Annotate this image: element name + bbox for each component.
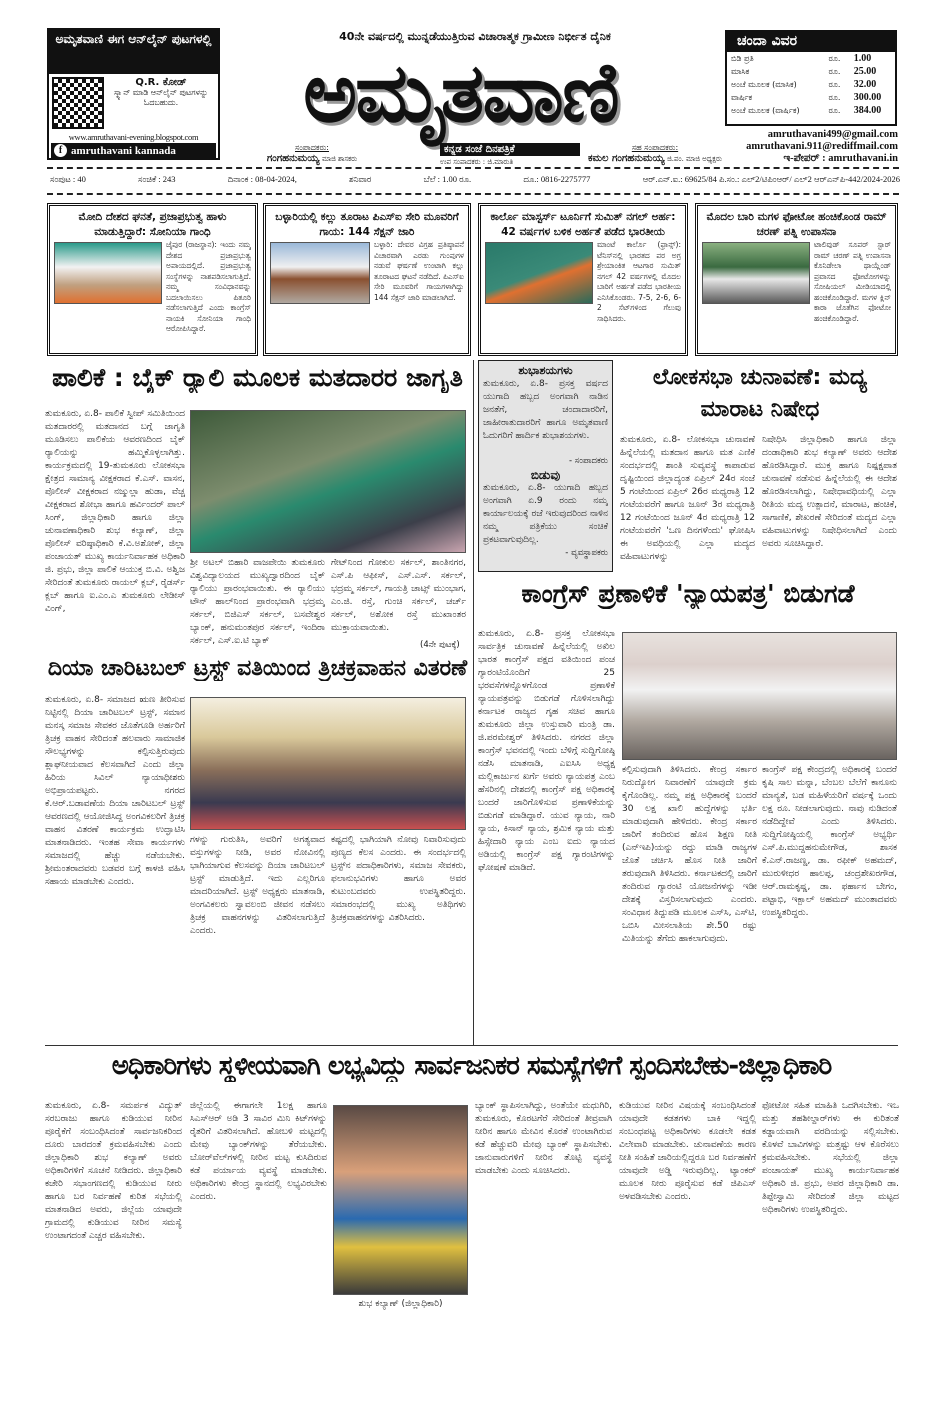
assoc-editor: ಉಪ ಸಂಪಾದಕರು : ಜಿ.ಮಾರುತಿ — [440, 158, 514, 166]
price: ಬೆಲೆ : 1.00 ರೂ. — [423, 174, 472, 184]
top-news-box — [263, 203, 471, 356]
qr-heading: Q.R. ಕೋಡ್ — [135, 77, 187, 88]
sub-amount: 25.00 — [853, 66, 877, 77]
email-2[interactable]: amruthavani.911@rediffmail.com — [746, 141, 898, 152]
bike-rally-col1: ತುಮಕೂರು, ಏ.8- ಪಾಲಿಕೆ ಸ್ವೀಪ್ ಸಮಿತಿಯಿಂದ ಮತದಾರರಲ್ಲಿ ಮತದಾನದ ಬಗ್ಗೆ ಜಾಗೃತಿ ಮೂಡಿಸಲು ಪಾಲಿಕೆಯ ಆವರಣದಿಂದ ಬೈಕ್ ರ್‍ಯಾಲಿಯನ್ನು ಹಮ್ಮಿಕೊಳ್ಳಲಾಗಿತ್ತು. ಕಾರ್ಯಕ್ರಮದಲ್ಲಿ 19-ತುಮಕೂರು ಲೋಕಸಭಾ ಕ್ಷೇತ್ರದ ಸಾಮಾನ್ಯ ವೀಕ್ಷಕರಾದ ಕೆ.ಎಸ್. ವಾಸನ, ಪೊಲೀಸ್ ವೀಕ್ಷಕರಾದ ನಜ್ಮುಲ್ಲಾ ಹುಡಾ, ವೆಚ್ಚ ವೀಕ್ಷಕರಾದ ಶೋಭಾ ಹಾಗೂ ಹರ್ವಿಂದರ್ ಪಾಲ್ ಸಿಂಗ್, ಜಿಲ್ಲಾಧಿಕಾರಿ ಹಾಗೂ ಜಿಲ್ಲಾ ಚುನಾವಣಾಧಿಕಾರಿ ಶುಭ ಕಲ್ಯಾಣ್, ಜಿಲ್ಲಾ ಪೊಲೀಸ್ ವರಿಷ್ಠಾಧಿಕಾರಿ ಕೆ.ವಿ.ಅಶೋಕ್, ಜಿಲ್ಲಾ ಪಂಚಾಯತ್ ಮುಖ್ಯ ಕಾರ್ಯನಿರ್ವಾಹಕ ಅಧಿಕಾರಿ ಜಿ. ಪ್ರಭು, ಜಿಲ್ಲಾ ಪಾಲಿಕೆ ಆಯುಕ್ತ ಬಿ.ವಿ. ಅಶ್ವಿಜ ಸೇರಿದಂತೆ ತುಮಕೂರು ರಾಯಲ್ ಕ್ಲಬ್, ರೈಡರ್ಸ್ ಕ್ಲಬ್ ಹಾಗೂ ಐ.ಎಂ.ಎ ತುಮಕೂರು ಲೇಡೀಸ್ ವಿಂಗ್, — [45, 409, 185, 614]
diya-trust-col2: ಗಳನ್ನು ಗುರುತಿಸಿ, ಅವರಿಗೆ ಅಗತ್ಯವಾದ ವಸ್ತುಗಳನ್ನು ನೀಡಿ, ಅವರ ನೋವಿನಲ್ಲಿ ಭಾಗಿಯಾಗುವ ಕೆಲಸವನ್ನು ದಿಯಾ ಚಾರಿಟಬಲ್ ಟ್ರಸ್ಟ್ ಮಾಡುತ್ತಿದೆ. ಇದು ಎಲ್ಲರಿಗೂ ಮಾದರಿಯಾಗಿದೆ. ಟ್ರಸ್ಟ್ ಅಧ್ಯಕ್ಷರು ಮಾತನಾಡಿ, ಅಂಗವಿಕಲರು ಸ್ವಾವಲಂಬಿ ಜೀವನ ನಡೆಸಲು ತ್ರಿಚಕ್ರ ವಾಹನಗಳನ್ನು ವಿತರಿಸಲಾಗುತ್ತಿದೆ ಎಂದರು. — [190, 835, 325, 936]
greetings-sign: - ಸಂಪಾದಕರು — [568, 455, 608, 466]
dc-col4: ಕುಡಿಯುವ ನೀರಿನ ವಿಷಯಕ್ಕೆ ಸಂಬಂಧಿಸಿದಂತೆ ಯಾವುದೇ ಕಡತಗಳು ಬಾಕಿ ಇದ್ದಲ್ಲಿ ಸಂಬಂಧಪಟ್ಟ ಅಧಿಕಾರಿಗಳು ಕೂಡಲೇ ಕಡತ ವಿಲೇವಾರಿ ಮಾಡಬೇಕು. ಚುನಾವಣೆಯ ಕಾರಣ ನೀತಿ ಸಂಹಿತೆ ಜಾರಿಯಲ್ಲಿದ್ದರೂ ಬರ ನಿರ್ವಹಣೆಗೆ ಯಾವುದೇ ಅಡ್ಡಿ ಇರುವುದಿಲ್ಲ. ಟ್ಯಾಂಕರ್ ಮೂಲಕ ನೀರು ಪೂರೈಸುವ ಕಡೆ ಜಿಪಿಎಸ್ ಅಳವಡಿಸಬೇಕು ಎಂದರು. — [619, 1101, 756, 1202]
top-news-body: ಬಳ್ಳಾರಿ: ದೇವರ ವಿಗ್ರಹ ಪ್ರತಿಷ್ಠಾಪನೆ ವಿಚಾರವಾಗಿ ಎರಡು ಗುಂಪುಗಳ ನಡುವೆ ಘರ್ಷಣೆ ಉಂಟಾಗಿ ಕಲ್ಲು ತೂರಾಟದ ಘಟನೆ ನಡೆದಿದೆ. ಪಿಎಸ್‌ಐ ಸೇರಿ ಮೂವರಿಗೆ ಗಾಯಗಳಾಗಿದ್ದು 144 ಸೆಕ್ಷನ್ ಜಾರಿ ಮಾಡಲಾಗಿದೆ. — [374, 240, 464, 302]
co-editor-name: ಕಮಲ ಗಂಗಹನುಮಯ್ಯ — [588, 153, 665, 164]
notice-box — [478, 360, 613, 572]
co-editor-note: ಜಿ.ಪಂ. ಮಾಜಿ ಅಧ್ಯಕ್ಷರು — [667, 155, 722, 163]
top-news-body: ಟಾಲಿವುಡ್ ಸೂಪರ್ ಸ್ಟಾರ್ ರಾಮ್ ಚರಣ್ ಪತ್ನಿ ಉಪಾಸನಾ ಕೊನಿಡೇಲಾ ಥಾಯ್ಲೆಂಡ್ ಪ್ರವಾಸದ ಫೋಟೋಗಳನ್ನು ಸೋಷಿಯಲ್ ಮೀಡಿಯಾದಲ್ಲಿ ಹಂಚಿಕೊಂಡಿದ್ದಾರೆ. ಮಗಳ ಕ್ಲಿನ್ ಕಾರಾ ಜೊತೆಗಿನ ಫೋಟೋ ಹಂಚಿಕೊಂಡಿದ್ದಾರೆ. — [814, 240, 891, 323]
dc-col3: ಬ್ಯಾಂಕ್ ಸ್ಥಾಪಿಸಲಾಗಿದ್ದು, ಅಂತೆಯೇ ಮಧುಗಿರಿ, ತುಮಕೂರು, ಕೊರಟಗೆರೆ ಸೇರಿದಂತೆ ತೀವ್ರವಾಗಿ ನೀರಿನ ಹಾಗೂ ಮೇವಿನ ಕೊರತೆ ಉಂಟಾಗಿರುವ ಕಡೆ ಹೆಚ್ಚುವರಿ ಮೇವು ಬ್ಯಾಂಕ್ ಸ್ಥಾಪಿಸಬೇಕು. ಜಾನುವಾರುಗಳಿಗೆ ನೀರಿನ ತೊಟ್ಟಿ ವ್ಯವಸ್ಥೆ ಮಾಡಬೇಕು ಎಂದು ಸೂಚಿಸಿದರು. — [475, 1101, 612, 1176]
qr-text: ಸ್ಕ್ಯಾನ್ ಮಾಡಿ ಆನ್‌ಲೈನ್ ಪುಟಗಳನ್ನು ಓದಬಹುದು. — [113, 88, 209, 107]
divider — [47, 193, 899, 195]
divider — [45, 1045, 898, 1046]
congress-col2: ಕಲ್ಪಿಸುವುದಾಗಿ ತಿಳಿಸಿದರು. ಕೇಂದ್ರ ಸರ್ಕಾರ ನಿರುದ್ಯೋಗ ನಿವಾರಣೆಗೆ ಯಾವುದೇ ಕ್ರಮ ಕೈಗೊಂಡಿಲ್ಲ. ನಮ್ಮ ಪಕ್ಷ ಅಧಿಕಾರಕ್ಕೆ ಬಂದರೆ 30 ಲಕ್ಷ ಖಾಲಿ ಹುದ್ದೆಗಳನ್ನು ಭರ್ತಿ ಮಾಡುವುದಾಗಿ ಹೇಳಿದರು. ಕೇಂದ್ರ ಸರ್ಕಾರ ಜಾರಿಗೆ ತಂದಿರುವ ಹೊಸ ಶಿಕ್ಷಣ ನೀತಿ (ಎನ್‌ಇಪಿ)ಯನ್ನು ರದ್ದು ಮಾಡಿ ರಾಜ್ಯಗಳ ಜೊತೆ ಚರ್ಚಿಸಿ ಹೊಸ ನೀತಿ ಜಾರಿಗೆ ತರುವುದಾಗಿ ತಿಳಿಸಿದರು. ಕರ್ನಾಟಕದಲ್ಲಿ ಜಾರಿಗೆ ತಂದಿರುವ ಗ್ಯಾರಂಟಿ ಯೋಜನೆಗಳನ್ನು ಇಡೀ ದೇಶಕ್ಕೆ ವಿಸ್ತರಿಸಲಾಗುವುದು ಎಂದರು. ಸಂವಿಧಾನ ತಿದ್ದುಪಡಿ ಮೂಲಕ ಎಸ್‌ಸಿ, ಎಸ್‌ಟಿ, ಒಬಿಸಿ ಮೀಸಲಾತಿಯ ಶೇ.50 ರಷ್ಟು ಮಿತಿಯನ್ನು ತೆಗೆದು ಹಾಕಲಾಗುವುದು. — [622, 765, 757, 944]
top-news-headline: ಮೋದಿ ದೇಶದ ಘನತೆ, ಪ್ರಜಾಪ್ರಭುತ್ವ ಹಾಳು ಮಾಡುತ್ತಿದ್ದಾರೆ: ಸೋನಿಯಾ ಗಾಂಧಿ — [78, 211, 227, 238]
editor-name: ಗಂಗಹನುಮಯ್ಯ — [266, 153, 320, 164]
bike-rally-photo — [190, 410, 466, 553]
bike-rally-col3: ಗೇಟ್‌ನಿಂದ ಗೋಕುಲ ಸರ್ಕಲ್, ಶಾಂತಿನಗರ, ಎಸ್.ಪಿ ಆಫೀಸ್, ಎಸ್.ಎಸ್. ಸರ್ಕಲ್, ಭದ್ರಮ್ಮ ಸರ್ಕಲ್, ಗಾಯತ್ರಿ ಚಾಟ್ಸ್ ಮುಂಭಾಗ, ಎಂ.ಜಿ. ರಸ್ತೆ, ಗುಂಚಿ ಸರ್ಕಲ್, ಚರ್ಚ್ ಸರ್ಕಲ್, ಅಶೋಕ ರಸ್ತೆ ಮುಖಾಂತರ ಮುಕ್ತಾಯವಾಯಿತು. — [331, 558, 466, 633]
diya-trust-col3: ಕಷ್ಟದಲ್ಲಿ ಭಾಗಿಯಾಗಿ ನೋವು ನಿವಾರಿಸುವುದು ಪುಣ್ಯದ ಕೆಲಸ ಎಂದರು. ಈ ಸಂದರ್ಭದಲ್ಲಿ ಟ್ರಸ್ಟ್‌ನ ಪದಾಧಿಕಾರಿಗಳು, ಸಮಾಜ ಸೇವಕರು, ಫಲಾನುಭವಿಗಳು ಹಾಗೂ ಅವರ ಕುಟುಂಬದವರು ಉಪಸ್ಥಿತರಿದ್ದರು. ಸಮಾರಂಭದಲ್ಲಿ ಮುಖ್ಯ ಅತಿಥಿಗಳು ತ್ರಿಚಕ್ರವಾಹನಗಳನ್ನು ವಿತರಿಸಿದರು. — [331, 835, 466, 923]
phone: ದೂ.: 0816-2275777 — [523, 174, 591, 184]
sub-amount: 384.00 — [853, 105, 882, 116]
sub-currency: ರೂ. — [828, 92, 841, 102]
epaper-link[interactable]: ಇ-ಪೇಪರ್ : amruthavani.in — [783, 153, 898, 164]
sub-label: ಮಾಸಿಕ — [731, 66, 750, 76]
subscription-row — [727, 91, 895, 104]
dc-col5: ಫೋಟೋ ಸಹಿತ ಮಾಹಿತಿ ಒದಗಿಸಬೇಕು. ಇಒ ಮತ್ತು ತಹಶೀಲ್ದಾರ್‌ಗಳು ಈ ಕುರಿತಂತೆ ಕಡ್ಡಾಯವಾಗಿ ವರದಿಯನ್ನು ಸಲ್ಲಿಸಬೇಕು. ಕೊಳವೆ ಬಾವಿಗಳನ್ನು ಮತ್ತಷ್ಟು ಆಳ ಕೊರೆಸಲು ಕ್ರಮವಹಿಸಬೇಕು. ಸಭೆಯಲ್ಲಿ ಜಿಲ್ಲಾ ಪಂಚಾಯತ್ ಮುಖ್ಯ ಕಾರ್ಯನಿರ್ವಾಹಕ ಅಧಿಕಾರಿ ಜಿ. ಪ್ರಭು, ಅಪರ ಜಿಲ್ಲಾಧಿಕಾರಿ ಡಾ. ತಿಪ್ಪೇಸ್ವಾಮಿ ಸೇರಿದಂತೆ ಜಿಲ್ಲಾ ಮಟ್ಟದ ಅಧಿಕಾರಿಗಳು ಉಪಸ್ಥಿತರಿದ್ದರು. — [762, 1101, 899, 1215]
top-news-headline: ಮೊದಲ ಬಾರಿ ಮಗಳ ಫೋಟೋ ಹಂಚಿಕೊಂಡ ರಾಮ್ ಚರಣ್ ಪತ್ನಿ ಉಪಾಸನಾ — [706, 211, 887, 238]
continued-note[interactable]: (4ನೇ ಪುಟಕ್ಕೆ) — [420, 640, 460, 650]
liquor-ban-col2: ನಿಷೇಧಿಸಿ ಜಿಲ್ಲಾಧಿಕಾರಿ ಹಾಗೂ ಜಿಲ್ಲಾ ದಂಡಾಧಿಕಾರಿ ಶುಭ ಕಲ್ಯಾಣ್ ಅವರು ಆದೇಶ ಹೊರಡಿಸಿದ್ದಾರೆ. ಮುಕ್ತ ಹಾಗೂ ನಿಷ್ಪಕ್ಷಪಾತ ಚುನಾವಣೆ ನಡೆಸುವ ಹಿನ್ನೆಲೆಯಲ್ಲಿ ಈ ಆದೇಶ ಹೊರಡಿಸಲಾಗಿದ್ದು, ನಿಷೇಧಾವಧಿಯಲ್ಲಿ ಎಲ್ಲಾ ರೀತಿಯ ಮದ್ಯ ಉತ್ಪಾದನೆ, ಮಾರಾಟ, ಹಂಚಿಕೆ, ಸಾಗಾಣಿಕೆ, ಶೇಖರಣೆ ಸೇರಿದಂತೆ ಮದ್ಯದ ಎಲ್ಲಾ ವಹಿವಾಟುಗಳನ್ನು ನಿಷೇಧಿಸಲಾಗಿದೆ ಎಂದು ಅವರು ಸೂಚಿಸಿದ್ದಾರೆ. — [762, 435, 897, 549]
subscription-row — [727, 104, 895, 117]
diya-trust-headline: ದಿಯಾ ಚಾರಿಟಬಲ್ ಟ್ರಸ್ಟ್ ವತಿಯಿಂದ ತ್ರಿಚಕ್ರವಾಹನ ವಿತರಣೆ — [47, 656, 468, 681]
masthead-tagline: 40ನೇ ವರ್ಷದಲ್ಲಿ ಮುನ್ನಡೆಯುತ್ತಿರುವ ವಿಚಾರಾತ್ಮಕ ಗ್ರಾಮೀಣ ನಿರ್ಭೀತ ದೈನಿಕ — [339, 30, 611, 43]
facebook-name: amruthavani kannada — [71, 144, 176, 157]
top-news-body: ಜೈಪುರ (ರಾಜಸ್ಥಾನ): ಇಂದು ನಮ್ಮ ದೇಶದ ಪ್ರಜಾಪ್ರಭುತ್ವ ಅಪಾಯದಲ್ಲಿದೆ. ಪ್ರಜಾಪ್ರಭುತ್ವ ಸಂಸ್ಥೆಗಳನ್ನು ನಾಶಪಡಿಸಲಾಗುತ್ತಿದೆ. ನಮ್ಮ ಸಂವಿಧಾನವನ್ನು ಬದಲಾಯಿಸಲು ಪಿತೂರಿ ನಡೆಸಲಾಗುತ್ತಿದೆ ಎಂದು ಕಾಂಗ್ರೆಸ್ ನಾಯಕಿ ಸೋನಿಯಾ ಗಾಂಧಿ ಆರೋಪಿಸಿದ್ದಾರೆ. — [166, 240, 251, 333]
top-news-photo — [702, 242, 810, 304]
congress-col1: ತುಮಕೂರು, ಏ.8- ಪ್ರಸಕ್ತ ಲೋಕಸಭಾ ಸಾರ್ವತ್ರಿಕ ಚುನಾವಣೆ ಹಿನ್ನೆಲೆಯಲ್ಲಿ ಅಖಿಲ ಭಾರತ ಕಾಂಗ್ರೆಸ್ ಪಕ್ಷದ ವತಿಯಿಂದ ಪಂಚ ಗ್ಯಾರಂಟಿಯೊಂದಿಗೆ 25 ಭರವಸೆಗಳನ್ನೊಳಗೊಂಡ ಪ್ರಣಾಳಿಕೆ ನ್ಯಾಯಪತ್ರವನ್ನು ಬಿಡುಗಡೆ ಗೊಳಿಸಲಾಗಿದ್ದು ಕರ್ನಾಟಕ ರಾಜ್ಯದ ಗೃಹ ಸಚಿವ ಹಾಗೂ ತುಮಕೂರು ಜಿಲ್ಲಾ ಉಸ್ತುವಾರಿ ಮಂತ್ರಿ ಡಾ. ಜಿ.ಪರಮೇಶ್ವರ್ ತಿಳಿಸಿದರು. ನಗರದ ಜಿಲ್ಲಾ ಕಾಂಗ್ರೆಸ್ ಭವನದಲ್ಲಿ ಇಂದು ಬೆಳಿಗ್ಗೆ ಸುದ್ದಿಗೋಷ್ಠಿ ನಡೆಸಿ ಮಾತನಾಡಿ, ಎಐಸಿಸಿ ಅಧ್ಯಕ್ಷ ಮಲ್ಲಿಕಾರ್ಜುನ ಖರ್ಗೆ ಅವರು ನ್ಯಾಯಪತ್ರ ಎಂಬ ಹೆಸರಿನಲ್ಲಿ ದೇಶದಲ್ಲಿ ಕಾಂಗ್ರೆಸ್ ಪಕ್ಷ ಅಧಿಕಾರಕ್ಕೆ ಬಂದರೆ ಜಾರಿಗೊಳಿಸುವ ಪ್ರಣಾಳಿಕೆಯನ್ನು ಬಿಡುಗಡೆ ಮಾಡಿದ್ದಾರೆ. ಯುವ ನ್ಯಾಯ, ನಾರಿ ನ್ಯಾಯ, ಕಿಸಾನ್ ನ್ಯಾಯ, ಶ್ರಮಿಕ ನ್ಯಾಯ ಮತ್ತು ಹಿಸ್ಸೇದಾರಿ ನ್ಯಾಯ ಎಂಬ ಐದು ನ್ಯಾಯದ ಅಡಿಯಲ್ಲಿ ಕಾಂಗ್ರೆಸ್ ಪಕ್ಷ ಗ್ಯಾರಂಟಿಗಳನ್ನು ಘೋಷಣೆ ಮಾಡಿದೆ. — [478, 629, 615, 873]
top-news-headline: ಕಾರ್ಲೊ ಮಾಸ್ಟರ್ಸ್ ಟೂರ್ನಿಗೆ ಸುಮಿತ್ ನಗಲ್ ಅರ್ಹ: 42 ವರ್ಷಗಳ ಬಳಿಕ ಅರ್ಹತೆ ಪಡೆದ ಭಾರತೀಯ — [490, 211, 676, 238]
top-news-headline: ಬಳ್ಳಾರಿಯಲ್ಲಿ ಕಲ್ಲು ತೂರಾಟ ಪಿಎಸ್‌ಐ ಸೇರಿ ಮೂವರಿಗೆ ಗಾಯ: 144 ಸೆಕ್ಷನ್ ಜಾರಿ — [275, 211, 459, 238]
subscription-row — [727, 78, 895, 91]
congress-headline: ಕಾಂಗ್ರೆಸ್ ಪ್ರಣಾಳಿಕೆ 'ನ್ಯಾಯಪತ್ರ' ಬಿಡುಗಡೆ — [521, 580, 855, 608]
divider — [47, 167, 899, 169]
volume: ಸಂಪುಟ : 40 — [50, 174, 86, 184]
sub-currency: ರೂ. — [828, 105, 841, 115]
column-rule — [473, 360, 474, 1045]
top-news-photo — [54, 242, 162, 304]
issue: ಸಂಚಿಕೆ : 243 — [138, 174, 176, 184]
dc-headline: ಅಧಿಕಾರಿಗಳು ಸ್ಥಳೀಯವಾಗಿ ಲಭ್ಯವಿದ್ದು ಸಾರ್ವಜನಿಕರ ಸಮಸ್ಯೆಗಳಿಗೆ ಸ್ಪಂದಿಸಬೇಕು-ಜಿಲ್ಲಾಧಿಕಾರಿ — [111, 1052, 832, 1081]
dc-photo — [333, 1105, 468, 1295]
sub-label: ವಾರ್ಷಿಕ — [731, 92, 753, 102]
sub-label: ಅಂಚೆ ಮೂಲಕ (ವಾರ್ಷಿಕ) — [731, 105, 800, 115]
info-line — [50, 174, 900, 185]
holiday-title: ಬಿಡುವು — [530, 468, 561, 482]
subscription-row — [727, 65, 895, 78]
online-edition-box — [47, 28, 220, 160]
top-news-photo — [270, 242, 370, 304]
top-news-box — [478, 203, 688, 356]
co-editor-label: ಸಹ ಸಂಪಾದಕರು: — [631, 143, 679, 152]
facebook-icon: f — [54, 144, 67, 157]
liquor-ban-headline: ಲೋಕಸಭಾ ಚುನಾವಣೆ: ಮದ್ಯ ಮಾರಾಟ ನಿಷೇಧ — [652, 365, 868, 422]
top-news-box — [47, 203, 258, 356]
sub-currency: ರೂ. — [828, 79, 841, 89]
diya-trust-col1: ತುಮಕೂರು, ಏ.8- ಸಮಾಜದ ಋಣ ತೀರಿಸುವ ನಿಟ್ಟಿನಲ್ಲಿ ದಿಯಾ ಚಾರಿಟಬಲ್ ಟ್ರಸ್ಟ್, ಸಮಾನ ಮನಸ್ಕ ಸಮಾಜ ಸೇವಕರ ಜೊತೆಗೂಡಿ ಅರ್ಹರಿಗೆ ತ್ರಿಚಕ್ರ ವಾಹನ ಸೇರಿದಂತೆ ಹಲವಾರು ಸಾಮಾಜಿಕ ಸೌಲಭ್ಯಗಳನ್ನು ಕಲ್ಪಿಸುತ್ತಿರುವುದು ಶ್ಲಾಘನೀಯವಾದ ಕೆಲಸವಾಗಿದೆ ಎಂದು ಜಿಲ್ಲಾ ಹಿರಿಯ ಸಿವಿಲ್ ನ್ಯಾಯಾಧೀಶರು ಅಭಿಪ್ರಾಯಪಟ್ಟರು. ನಗರದ ಕೆ.ಆರ್.ಬಡಾವಣೆಯ ದಿಯಾ ಚಾರಿಟಬಲ್ ಟ್ರಸ್ಟ್ ಆವರಣದಲ್ಲಿ ಆಯೋಜಿಸಿದ್ದ ಅಂಗವಿಕಲರಿಗೆ ತ್ರಿಚಕ್ರ ವಾಹನ ವಿತರಣೆ ಕಾರ್ಯಕ್ರಮ ಉದ್ಘಾಟಿಸಿ ಮಾತನಾಡಿದರು. ಇಂತಹ ಸೇವಾ ಕಾರ್ಯಗಳು ಸಮಾಜದಲ್ಲಿ ಹೆಚ್ಚು ನಡೆಯಬೇಕು. ಶ್ರೀಮಂತರಾದವರು ಬಡವರ ಬಗ್ಗೆ ಕಾಳಜಿ ವಹಿಸಿ ಸಹಾಯ ಮಾಡಬೇಕು ಎಂದರು. — [45, 695, 185, 887]
sub-label: ಅಂಚೆ ಮೂಲಕ (ಮಾಸಿಕ) — [731, 79, 797, 89]
editor-note: ಮಾಜಿ ಶಾಸಕರು — [321, 155, 358, 163]
sub-amount: 1.00 — [853, 53, 872, 64]
subscription-table — [727, 52, 895, 117]
liquor-ban-col1: ತುಮಕೂರು, ಏ.8- ಲೋಕಸಭಾ ಚುನಾವಣೆ ಹಿನ್ನೆಲೆಯಲ್ಲಿ ಮತದಾನ ಹಾಗೂ ಮತ ಎಣಿಕೆ ಸಂದರ್ಭದಲ್ಲಿ ಶಾಂತಿ ಸುವ್ಯವಸ್ಥೆ ಕಾಪಾಡುವ ದೃಷ್ಟಿಯಿಂದ ಜಿಲ್ಲಾದ್ಯಂತ ಏಪ್ರಿಲ್ 24ರ ಸಂಜೆ 5 ಗಂಟೆಯಿಂದ ಏಪ್ರಿಲ್ 26ರ ಮಧ್ಯರಾತ್ರಿ 12 ಗಂಟೆಯವರೆಗೆ ಹಾಗೂ ಜೂನ್ 3ರ ಮಧ್ಯರಾತ್ರಿ 12 ಗಂಟೆಯಿಂದ ಜೂನ್ 4ರ ಮಧ್ಯರಾತ್ರಿ 12 ಗಂಟೆಯವರೆಗೆ 'ಒಣ ದಿನಗಳೆಂದು' ಘೋಷಿಸಿ ಈ ಅವಧಿಯಲ್ಲಿ ಎಲ್ಲಾ ಮದ್ಯದ ವಹಿವಾಟುಗಳನ್ನು — [620, 435, 755, 562]
facebook-link[interactable] — [51, 143, 216, 158]
qr-code-icon[interactable] — [52, 77, 104, 129]
sub-currency: ರೂ. — [828, 53, 841, 63]
editor-label: ಸಂಪಾದಕರು: — [295, 143, 329, 152]
congress-col3: ಕಾಂಗ್ರೆಸ್ ಪಕ್ಷ ಕೇಂದ್ರದಲ್ಲಿ ಅಧಿಕಾರಕ್ಕೆ ಬಂದರೆ ಕೃಷಿ ಸಾಲ ಮನ್ನಾ, ಬೆಂಬಲ ಬೆಲೆಗೆ ಕಾನೂನು ಮಾನ್ಯತೆ, ಬಡ ಮಹಿಳೆಯರಿಗೆ ವರ್ಷಕ್ಕೆ ಒಂದು ಲಕ್ಷ ರೂ. ನೀಡಲಾಗುವುದು. ನಾವು ನುಡಿದಂತೆ ನಡೆದಿದ್ದೇವೆ ಎಂದು ತಿಳಿಸಿದರು. ಸುದ್ದಿಗೋಷ್ಠಿಯಲ್ಲಿ ಕಾಂಗ್ರೆಸ್ ಅಭ್ಯರ್ಥಿ ಎಸ್.ಪಿ.ಮುದ್ದಹನುಮೇಗೌಡ, ಶಾಸಕ ಕೆ.ಎನ್.ರಾಜಣ್ಣ, ಡಾ. ರಫೀಕ್ ಅಹಮದ್, ಮುರುಳೀಧರ ಹಾಲಪ್ಪ, ಚಂದ್ರಶೇಖರಗೌಡ, ಆರ್.ರಾಮಕೃಷ್ಣ, ಡಾ. ಫರ್ಹಾನ ಬೇಗಂ, ಪಟ್ಟಾಭಿ, ಇಕ್ಬಾಲ್ ಅಹಮದ್ ಮುಂತಾದವರು ಉಪಸ್ಥಿತರಿದ್ದರು. — [762, 765, 897, 918]
top-news-body: ಮಾಂಟೆ ಕಾರ್ಲೊ (ಫ್ರಾನ್ಸ್): ಟೆನಿಸ್‌ನಲ್ಲಿ ಭಾರತದ ಪರ ಅಗ್ರ ಶ್ರೇಯಾಂಕಿತ ಆಟಗಾರ ಸುಮಿತ್ ನಗಲ್ 42 ವರ್ಷಗಳಲ್ಲಿ ಮೊದಲ ಬಾರಿಗೆ ಅರ್ಹತೆ ಪಡೆದ ಭಾರತೀಯ ಎನಿಸಿಕೊಂಡರು. 7-5, 2-6, 6-2 ಸೆಟ್‌ಗಳಿಂದ ಗೆಲುವು ಸಾಧಿಸಿದರು. — [597, 240, 681, 323]
sub-label: ಬಿಡಿ ಪ್ರತಿ — [731, 53, 754, 63]
email-1[interactable]: amruthavani499@gmail.com — [767, 129, 898, 140]
top-news-photo — [485, 242, 593, 304]
top-news-box — [695, 203, 898, 356]
sub-amount: 300.00 — [853, 92, 882, 103]
diya-trust-photo — [190, 697, 466, 830]
date: ದಿನಾಂಕ : 08-04-2024, — [227, 174, 297, 184]
subscription-row — [727, 52, 895, 65]
masthead-subtitle: ಕನ್ನಡ ಸಂಜೆ ದಿನಪತ್ರಿಕೆ — [440, 143, 580, 156]
bike-rally-headline: ಪಾಲಿಕೆ : ಬೈಕ್ ರ್‍ಯಾಲಿ ಮೂಲಕ ಮತದಾರರ ಜಾಗೃತಿ — [52, 364, 463, 392]
day: ಶನಿವಾರ — [349, 174, 372, 184]
dc-col1: ತುಮಕೂರು, ಏ.8- ಸಮರ್ಪಕ ವಿದ್ಯುತ್ ಸರಬರಾಜು ಹಾಗೂ ಕುಡಿಯುವ ನೀರಿನ ಪೂರೈಕೆಗೆ ಸಂಬಂಧಿಸಿದಂತೆ ಸಾರ್ವಜನಿಕರಿಂದ ದೂರು ಬಾರದಂತೆ ಕ್ರಮವಹಿಸಬೇಕು ಎಂದು ಜಿಲ್ಲಾಧಿಕಾರಿ ಶುಭ ಕಲ್ಯಾಣ್ ಅವರು ಅಧಿಕಾರಿಗಳಿಗೆ ಸೂಚನೆ ನೀಡಿದರು. ಜಿಲ್ಲಾಧಿಕಾರಿ ಕಚೇರಿ ಸಭಾಂಗಣದಲ್ಲಿ ಕುಡಿಯುವ ನೀರು ಹಾಗೂ ಬರ ನಿರ್ವಹಣೆ ಕುರಿತ ಸಭೆಯಲ್ಲಿ ಮಾತನಾಡಿದ ಅವರು, ಜಿಲ್ಲೆಯ ಯಾವುದೇ ಗ್ರಾಮದಲ್ಲಿ ಕುಡಿಯುವ ನೀರಿನ ಸಮಸ್ಯೆ ಉಂಟಾಗದಂತೆ ಎಚ್ಚರ ವಹಿಸಬೇಕು. — [45, 1101, 182, 1241]
registration: ಆರ್.ಎನ್.ಐ.: 69625/84 ಪಿ.ಸಂ.: ಎಲ್2/ಟಿಪಿಂಆರ್/ ಎಲ್2 ಆರ್‌ಎನ್‌ಪಿ-442/2024-2026 — [642, 174, 900, 184]
greetings-title: ಶುಭಾಶಯಗಳು — [518, 365, 573, 377]
greetings-body: ತುಮಕೂರು, ಏ.8- ಪ್ರಸಕ್ತ ವರ್ಷದ ಯುಗಾದಿ ಹಬ್ಬದ ಅಂಗವಾಗಿ ನಾಡಿನ ಜನತೆಗೆ, ಚಂದಾದಾರರಿಗೆ, ಜಾಹೀರಾತುದಾರರಿಗೆ ಹಾಗೂ ಅಮೃತವಾಣಿ ಓದುಗರಿಗೆ ಹಾರ್ದಿಕ ಶುಭಾಶಯಗಳು. — [483, 378, 608, 441]
bike-rally-col2: ಶ್ರೀ ಅಟಲ್ ಬಿಹಾರಿ ವಾಜಪೇಯಿ ತುಮಕೂರು ವಿಶ್ವವಿದ್ಯಾಲಯದ ಮುಖ್ಯದ್ವಾರದಿಂದ ಬೈಕ್ ರ್‍ಯಾಲಿಯು ಪ್ರಾರಂಭವಾಯಿತು. ಈ ರ್‍ಯಾಲಿಯು ಟೌನ್ ಹಾಲ್‌ನಿಂದ ಪ್ರಾರಂಭವಾಗಿ ಭದ್ರಮ್ಮ ಸರ್ಕಲ್, ಬಿಜಿಎಸ್ ಸರ್ಕಲ್, ಬಸವೇಶ್ವರ ಬ್ಯಾಂಕ್, ಹನುಮಂತಪುರ ಸರ್ಕಲ್, ಇಂದಿರಾ ಸರ್ಕಲ್, ಎಸ್.ಐ.ಟಿ ಬ್ಯಾಕ್ — [190, 558, 325, 646]
holiday-body: ತುಮಕೂರು, ಏ.8- ಯುಗಾದಿ ಹಬ್ಬದ ಅಂಗವಾಗಿ ಏ.9 ರಂದು ನಮ್ಮ ಕಾರ್ಯಾಲಯಕ್ಕೆ ರಜೆ ಇರುವುದರಿಂದ ನಾಳಿನ ನಮ್ಮ ಪತ್ರಿಕೆಯು ಸಂಚಿಕೆ ಪ್ರಕಟವಾಗುವುದಿಲ್ಲ. — [483, 483, 608, 546]
congress-photo — [622, 632, 897, 760]
holiday-sign: - ವ್ಯವಸ್ಥಾಪಕರು — [565, 548, 608, 559]
subscription-box — [725, 30, 897, 126]
online-box-title: ಅಮೃತವಾಣಿ ಈಗ ಆನ್‌ಲೈನ್ ಪುಟಗಳಲ್ಲಿ — [49, 30, 218, 74]
dc-photo-caption: ಶುಭ ಕಲ್ಯಾಣ್ (ಜಿಲ್ಲಾಧಿಕಾರಿ) — [358, 1299, 443, 1309]
masthead-logo: ಅಮೃತವಾಣಿ — [303, 46, 618, 141]
blog-link[interactable]: www.amruthavani-evening.blogspot.com — [68, 132, 199, 142]
sub-amount: 32.00 — [853, 79, 877, 90]
sub-currency: ರೂ. — [828, 66, 841, 76]
dc-col2: ಜಿಲ್ಲೆಯಲ್ಲಿ ಈಗಾಗಲೇ 1ಲಕ್ಷ ಹಾಗೂ ಸಿಎಸ್‌ಆರ್ ಅಡಿ 3 ಸಾವಿರ ಮಿನಿ ಕಿಟ್‌ಗಳನ್ನು ರೈತರಿಗೆ ವಿತರಿಸಲಾಗಿದೆ. ಹೋಬಳಿ ಮಟ್ಟದಲ್ಲಿ ಮೇವು ಬ್ಯಾಂಕ್‌ಗಳನ್ನು ತೆರೆಯಬೇಕು. ಬೋರ್‌ವೆಲ್‌ಗಳಲ್ಲಿ ನೀರಿನ ಮಟ್ಟ ಕುಸಿದಿರುವ ಕಡೆ ಪರ್ಯಾಯ ವ್ಯವಸ್ಥೆ ಮಾಡಬೇಕು. ಅಧಿಕಾರಿಗಳು ಕೇಂದ್ರ ಸ್ಥಾನದಲ್ಲಿ ಲಭ್ಯವಿರಬೇಕು ಎಂದರು. — [190, 1101, 327, 1202]
subscription-title: ಚಂದಾ ವಿವರ — [727, 32, 895, 52]
